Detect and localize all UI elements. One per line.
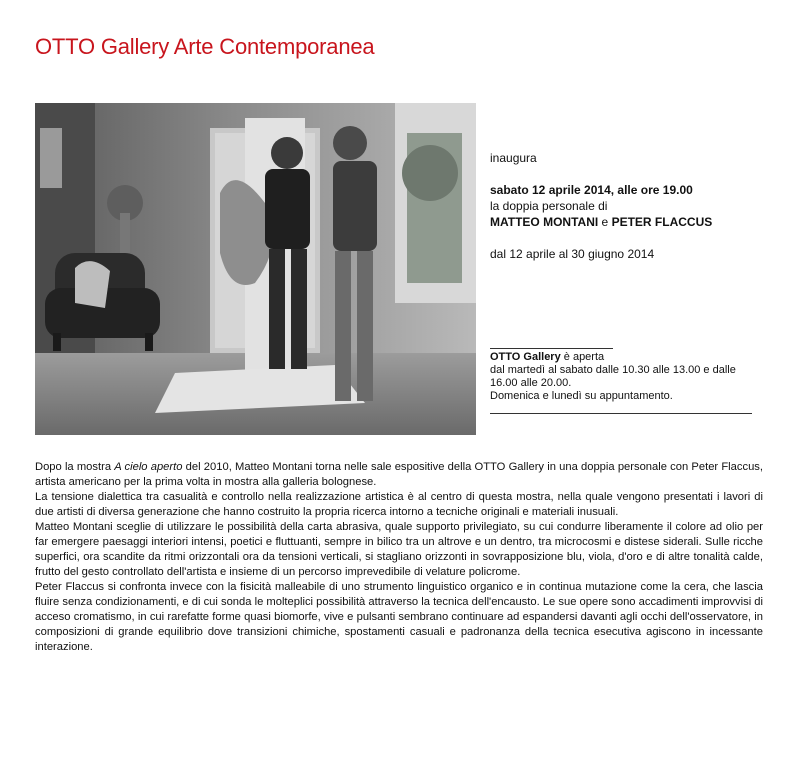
gallery-photo-image	[35, 103, 476, 435]
artist-1: MATTEO MONTANI	[490, 215, 599, 229]
gallery-photo	[35, 103, 476, 435]
artists-conjunction: e	[598, 215, 612, 229]
p1-after: del 2010, Matteo Montani torna nelle sale espositive della OTTO Gallery in una doppia personale con Peter Flaccus, artista americano per la prima volta in mostra alla galleria bolognese.	[35, 461, 764, 488]
inaugura-text: inaugura	[490, 151, 537, 165]
divider-top	[490, 348, 613, 349]
hours-weekdays: dal martedì al sabato dalle 10.30 alle 13.00 e dalle 16.00 alle 20.00.	[490, 364, 736, 389]
double-personal-text: la doppia personale di	[490, 199, 608, 213]
open-text: è aperta	[560, 351, 605, 363]
exhibition-period: dal 12 aprile al 30 giugno 2014	[490, 247, 655, 261]
opening-hours	[490, 351, 760, 403]
press-text	[35, 460, 763, 655]
p1-before: Dopo la mostra	[35, 461, 115, 473]
divider-bottom	[490, 413, 752, 414]
page-title: OTTO Gallery Arte Contemporanea	[35, 34, 375, 59]
hours-weekend: Domenica e lunedì su appuntamento.	[490, 390, 673, 402]
paragraph-4: Peter Flaccus si confronta invece con la fisicità malleabile di uno strumento linguistico organico e in continua mutazione come la cera, che lascia fluire senza condizionamenti, e di cui sonda le molteplici possibilità attraverso la tecnica dell'encausto. Le sue opere sono accadimenti improvvisi di acceso cromatismo, in cui rarefatte forme quasi biomorfe, vive e pulsanti sembrano continuare ad espandersi davanti agli occhi dell'osservatore, in composizioni di grande equilibrio dove transizioni chimiche, spostamenti casuali e padronanza della tecnica esecutiva agiscono in incessante interazione.	[35, 581, 763, 653]
paragraph-3: Matteo Montani sceglie di utilizzare le possibilità della carta abrasiva, quale supporto privilegiato, su cui condurre liberamente il colore ad olio per far emergere paesaggi interiori intensi, poetici e fluttuanti, sempre in bilico tra un altrove e un dentro, tra microcosmi e distese siderali. Sulle ricche superfici, ora scandite da ritmi orizzontali ora da tensioni verticali, si stagliano orizzonti in sovrapposizione blu, viola, d'oro e di altre tonalità calde, frutto del gesto controllato dell'artista e insieme di un percorso imprevedibile di velature policrome.	[35, 521, 763, 578]
paragraph-2: La tensione dialettica tra casualità e controllo nella realizzazione artistica è al centro di questa mostra, nella quale vengono presentati i lavori di due artisti di diversa generazione che hanno costruito la propria ricerca intorno a tecniche originali e materiali inusuali.	[35, 491, 763, 518]
opening-date: sabato 12 aprile 2014, alle ore 19.00	[490, 183, 693, 197]
artists-line	[490, 214, 760, 230]
artist-2: PETER FLACCUS	[611, 215, 713, 229]
invitation-block	[490, 150, 760, 262]
paragraph-1	[35, 460, 763, 490]
exhibition-title: A cielo aperto	[114, 461, 183, 473]
gallery-name: OTTO Gallery	[490, 351, 561, 363]
